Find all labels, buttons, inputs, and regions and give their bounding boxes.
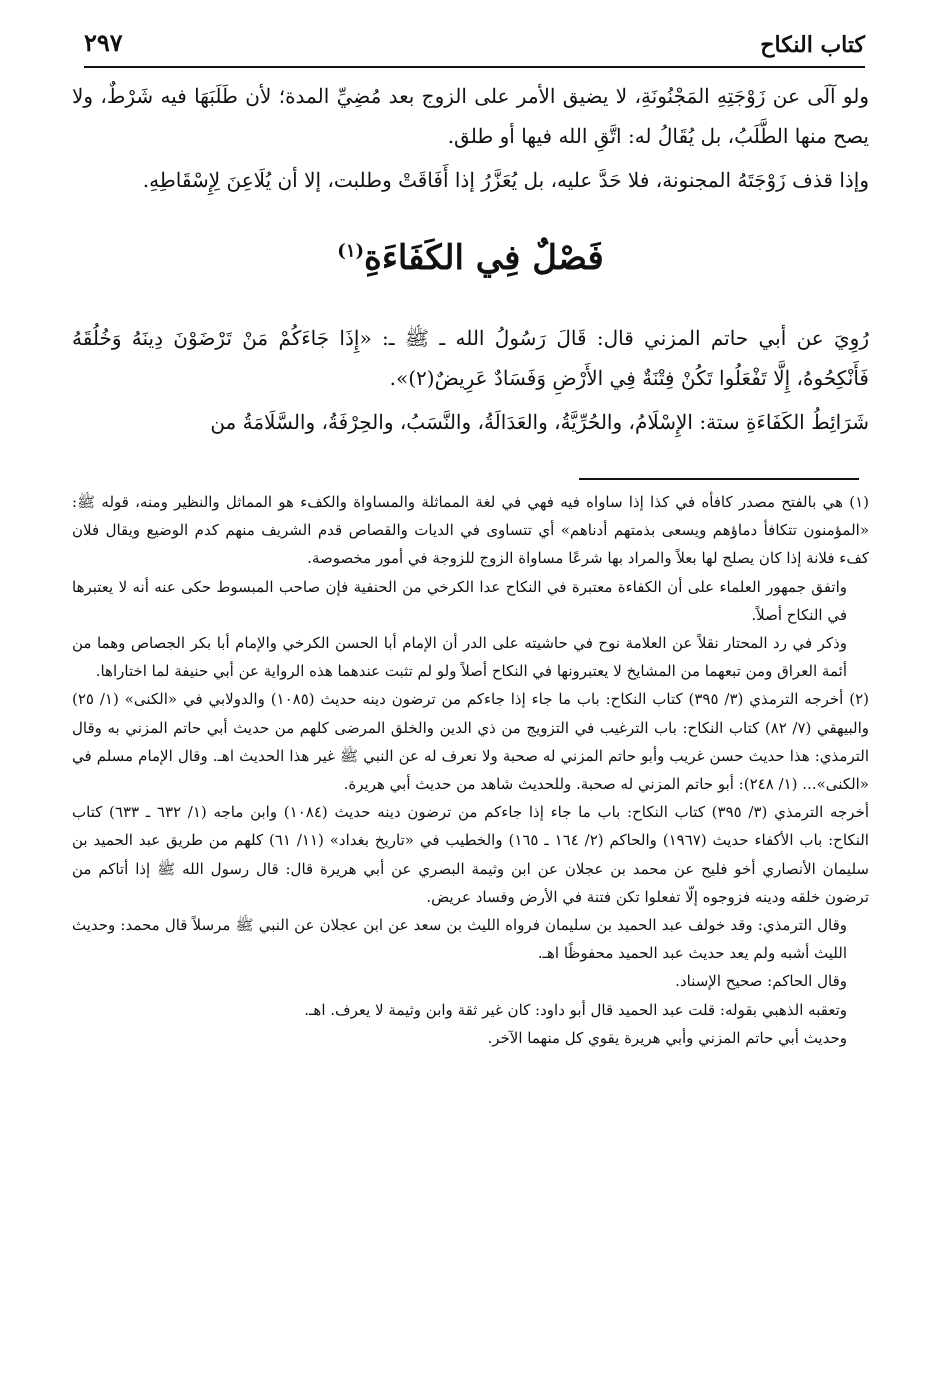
page-header	[84, 26, 865, 68]
footnote-1: (١) هي بالفتح مصدر كافأه في كذا إذا ساواه فيه فهي في لغة المماثلة والمساواة والكفء هو المماثل والنظير ومنه، قوله ﷺ: «المؤمنون تتكافأ دماؤهم ويسعى بذمتهم أدناهم» أي تتساوى في الديات والقصاص قدم الشريف منهم كدم الوضيع ويقال فلان كفء فلانة إذا كان يصلح لها بعلاً والمراد بها شرعًا مساواة الزوج للزوجة في أمور مخصوصة.	[72, 493, 869, 568]
section-title: فَصْلٌ فِي الكَفَاءَةِ	[364, 238, 604, 278]
paragraph-hadith: رُوِيَ عن أبي حاتم المزني قال: قَالَ رَسُولُ الله ـ ﷺ ـ: «إِذَا جَاءَكُمْ مَنْ تَرْضَوْنَ دِينَهُ وَخُلُقَهُ فَأَنْكِحُوهُ، إِلَّا تَفْعَلُوا تَكُنْ فِتْنَةٌ فِي الأَرْضِ وَفَسَادٌ عَرِيضٌ(٢)».	[72, 326, 869, 390]
footnote-2-para-4: وقال الحاكم: صحيح الإسناد.	[675, 972, 847, 991]
footnote-1-para-3: وذكر في رد المحتار نقلاً عن العلامة نوح في حاشيته على الدر أن الإمام أبا الحسن الكرخي والإمام أبا بكر الجصاص وهما من أئمة العراق ومن تبعهما من المشايخ لا يعتبرونها في النكاح أصلاً ولو لم تثبت عندهما هذه الرواية عن أبي حنيفة لما اختاراها.	[72, 634, 847, 681]
footnote-2-para-2: أخرجه الترمذي (٣/ ٣٩٥) كتاب النكاح: باب ما جاء إذا جاءكم من ترضون دينه حديث (١٠٨٤) وابن ماجه (١/ ٦٣٢ ـ ٦٣٣) كتاب النكاح: باب الأكفاء حديث (١٩٦٧) والحاكم (٢/ ١٦٤ ـ ١٦٥) والخطيب في «تاريخ بغداد» (١١/ ٦١) كلهم من طريق عبد الحميد بن سليمان الأنصاري أخو فليح عن محمد بن عجلان عن ابن وثيمة البصري عن أبي هريرة قال: قال رسول الله ﷺ إذا أتاكم من ترضون خلقه ودينه فزوجوه إلّا تفعلوا تكن فتنة في الأرض وفساد عريض.	[72, 803, 870, 906]
paragraph-qadhf-majnuna: وإذا قذف زَوْجَتَهُ المجنونة، فلا حَدَّ عليه، بل يُعَزَّرُ إذا أَفَاقَتْ وطلبت، إلا أن يُلَاعِنَ لِإِسْقَاطِهِ.	[142, 168, 869, 192]
paragraph-ila-majnuna: ولو آلَى عن زَوْجَتِهِ المَجْنُونَةِ، لا يضيق الأمر على الزوج بعد مُضِيِّ المدة؛ لأن طَلَبَهَا فيه شَرْطٌ، ولا يصح منها الطَّلَبُ، بل يُقَالُ له: اتَّقِ الله فيها أو طلق.	[72, 84, 870, 148]
page-number: ٢٩٧	[84, 28, 123, 57]
section-footnote-ref: (١)	[337, 240, 365, 262]
footnote-divider	[579, 478, 859, 480]
paragraph-kafaa-conditions: شَرَائِطُ الكَفَاءَةِ ستة: الإِسْلَامُ، والحُرِّيَّةُ، والعَدَالَةُ، والنَّسَبُ، والحِرْفَةُ، والسَّلَامَةُ من	[210, 410, 869, 434]
footnote-2: (٢) أخرجه الترمذي (٣/ ٣٩٥) كتاب النكاح: باب ما جاء إذا جاءكم من ترضون دينه حديث (١٠٨٥) والدولابي في «الكنى» (١/ ٢٥) والبيهقي (٧/ ٨٢) كتاب النكاح: باب الترغيب في التزويج من ذي الدين والخلق المرضى كلهم من حديث أبي حاتم المزني به وقال الترمذي: هذا حديث حسن غريب وأبو حاتم المزني له صحبة ولا نعرف له عن النبي ﷺ غير هذا الحديث اهـ. وقال الإمام مسلم في «الكنى»... (١/ ٢٤٨): أبو حاتم المزني له صحبة. وللحديث شاهد من حديث أبي هريرة.	[72, 690, 870, 794]
footnote-2-para-5: وتعقبه الذهبي بقوله: قلت عبد الحميد قال أبو داود: كان غير ثقة وابن وثيمة لا يعرف. اهـ.	[304, 1000, 847, 1019]
footnotes	[72, 488, 869, 1052]
footnote-1-para-2: واتفق جمهور العلماء على أن الكفاءة معتبرة في النكاح عدا الكرخي من الحنفية فإن صاحب المبسوط حكى عنه أنه لا يعتبرها في النكاح أصلاً.	[72, 577, 847, 624]
footnote-2-para-3: وقال الترمذي: وقد خولف عبد الحميد بن سليمان فرواه الليث بن سعد عن ابن عجلان عن النبي ﷺ مرسلاً قال محمد: وحديث الليث أشبه ولم يعد حديث عبد الحميد محفوظًا اهـ.	[72, 916, 847, 963]
section-heading	[0, 238, 941, 278]
book-title: كتاب النكاح	[760, 32, 865, 58]
footnote-2-para-6: وحديث أبي حاتم المزني وأبي هريرة يقوي كل منهما الآخر.	[487, 1028, 847, 1047]
